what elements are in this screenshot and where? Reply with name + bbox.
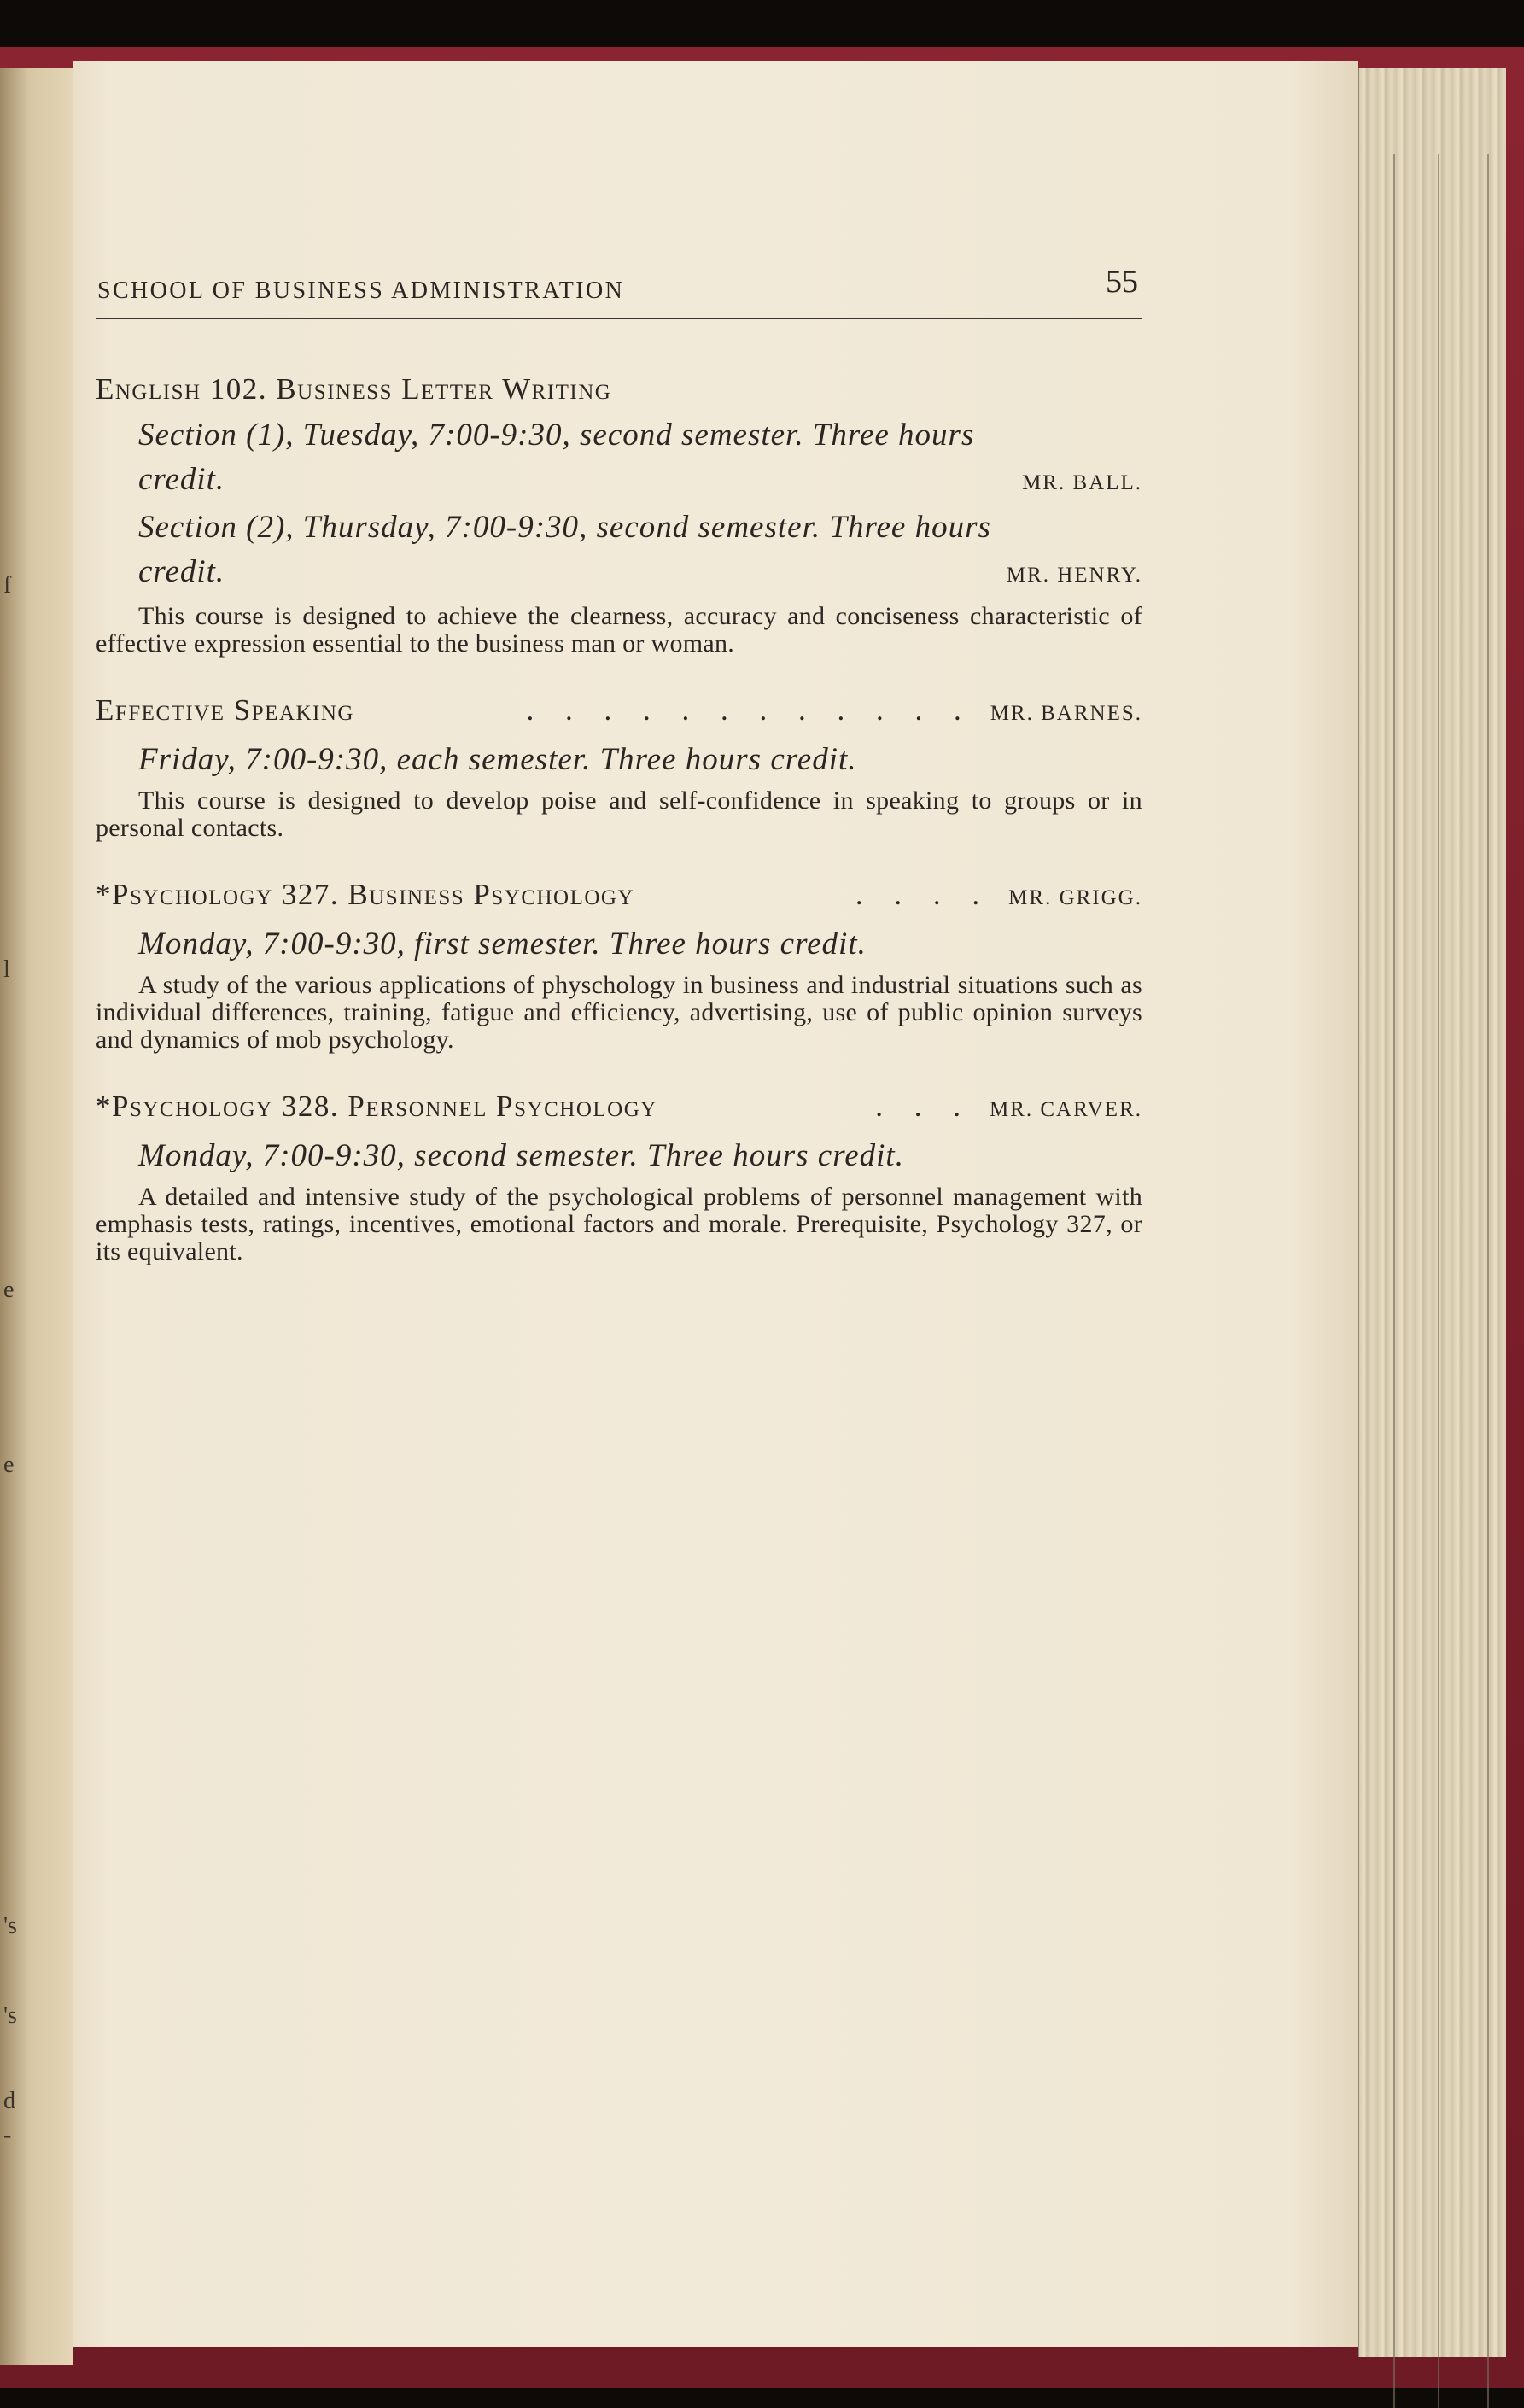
- course-heading: [96, 365, 1142, 413]
- facing-page-fragment: d: [3, 2088, 15, 2114]
- course-code: *Psychology 328.: [96, 1090, 340, 1123]
- facing-page-fragment: l: [3, 956, 10, 983]
- course-listing: [96, 365, 1142, 1295]
- instructor: MR. BARNES.: [990, 702, 1142, 725]
- section-schedule-cont: credit. MR. HENRY.: [96, 550, 1142, 598]
- course-heading: [96, 1083, 1142, 1134]
- course-title: Personnel Psychology: [347, 1090, 657, 1123]
- course-title: Effective Speaking: [96, 693, 354, 727]
- course-effective-speaking: [96, 687, 1142, 842]
- course-title: Business Letter Writing: [276, 372, 612, 406]
- instructor: MR. CARVER.: [989, 1098, 1142, 1121]
- course-psychology-327: [96, 871, 1142, 1054]
- course-description: This course is designed to develop poise and self-confidence in speaking to groups or in personal contacts.: [96, 786, 1142, 842]
- course-code: English 102.: [96, 372, 268, 406]
- facing-page-edge: [0, 68, 73, 2365]
- page-edges: [1358, 68, 1506, 2357]
- course-title: Business Psychology: [347, 878, 635, 911]
- facing-page-fragment: e: [3, 1277, 15, 1303]
- leader-dots: . . . . . . . . . . . .: [526, 693, 973, 727]
- page-edge-line: [1438, 154, 1439, 2408]
- course-description: A detailed and intensive study of the psychological problems of personnel management with emphasis tests, ratings, incentives, emotional factors and morale. Prerequisite, Psychology 327, or its equivalent.: [96, 1183, 1142, 1265]
- course-heading: [96, 687, 1142, 738]
- instructor: MR. GRIGG.: [1008, 886, 1142, 909]
- page-number: 55: [1106, 264, 1138, 300]
- facing-page-fragment: f: [3, 572, 12, 599]
- course-psychology-328: [96, 1083, 1142, 1265]
- section-schedule: Section (2), Thursday, 7:00-9:30, second semester. Three hours: [138, 510, 991, 545]
- facing-page-fragment: 's: [3, 1913, 17, 1939]
- course-schedule: Monday, 7:00-9:30, first semester. Three hours credit.: [138, 926, 867, 961]
- course-code: *Psychology 327.: [96, 878, 340, 911]
- facing-page-fragment: e: [3, 1452, 15, 1478]
- leader-dots: . . .: [875, 1090, 972, 1123]
- facing-page-fragment: 's: [3, 2002, 17, 2029]
- leader-dots: . . . .: [855, 878, 992, 911]
- section-schedule-cont: credit. MR. BALL.: [96, 458, 1142, 506]
- running-head: SCHOOL OF BUSINESS ADMINISTRATION: [97, 278, 625, 304]
- header-rule: [96, 318, 1142, 319]
- course-description: This course is designed to achieve the clearness, accuracy and conciseness characteristic of effective expression essential to the business man or woman.: [96, 602, 1142, 658]
- course-heading: [96, 871, 1142, 922]
- page-edge-line: [1393, 154, 1395, 2408]
- section-schedule: Section (1), Tuesday, 7:00-9:30, second semester. Three hours: [138, 418, 975, 453]
- facing-page-fragment: -: [3, 2122, 12, 2148]
- course-schedule: Monday, 7:00-9:30, second semester. Three hours credit.: [138, 1138, 904, 1173]
- page-edge-line: [1487, 154, 1489, 2408]
- course-schedule: Friday, 7:00-9:30, each semester. Three hours credit.: [138, 742, 857, 777]
- instructor: MR. HENRY.: [1006, 564, 1142, 587]
- course-english-102: [96, 365, 1142, 658]
- course-description: A study of the various applications of physchology in business and industrial situations such as individual differences, training, fatigue and efficiency, advertising, use of public opinion surveys and dynamics of mob psychology.: [96, 971, 1142, 1054]
- instructor: MR. BALL.: [1022, 471, 1142, 494]
